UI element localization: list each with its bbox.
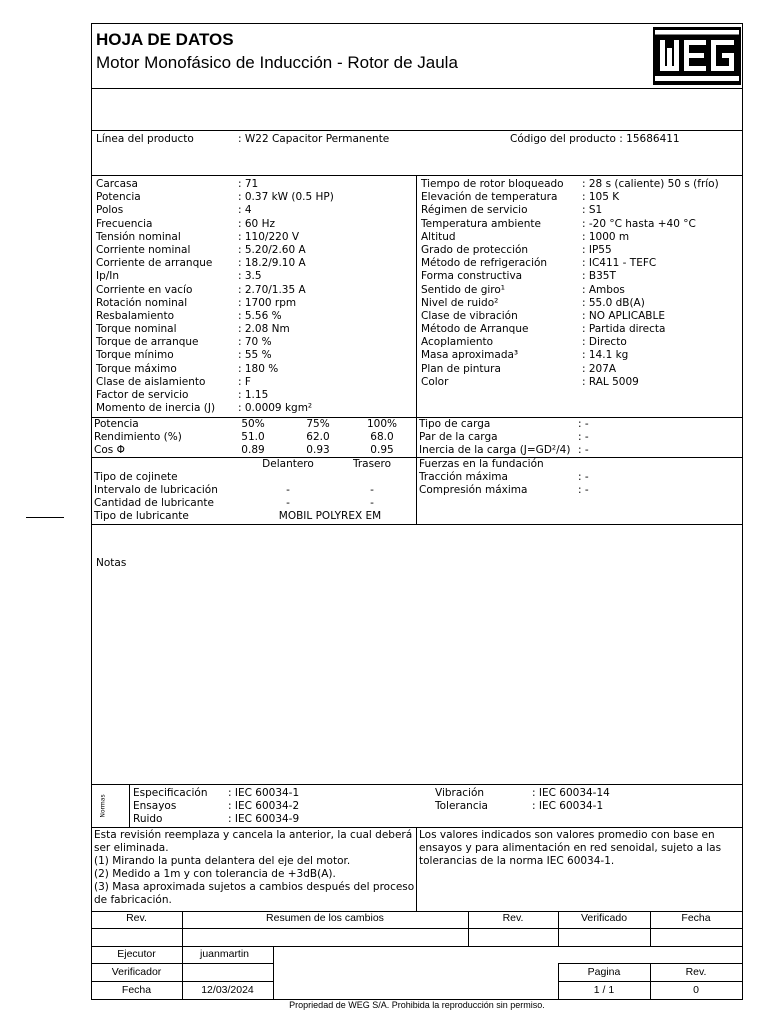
notes-label: Notas — [96, 557, 127, 569]
rev-value: 0 — [693, 984, 699, 996]
executor-value: juanmartin — [200, 948, 250, 960]
norms-side-label: Normas — [99, 794, 107, 818]
specs-left-labels: Carcasa Potencia Polos Frecuencia Tensión nominal Corriente nominal Corriente de arranque Ip/In Corriente en vacío Rotación nominal Resbalamiento Torque nominal Torque de arranque Torque mínimo Torque máximo Clase de aislamiento Factor de servicio Momento de inercia (J) — [96, 178, 216, 415]
margin-mark — [26, 517, 64, 518]
efficiency-75: 62.0 — [306, 431, 330, 443]
revision-summary-header: Resumen de los cambios — [266, 912, 384, 924]
norms-left-values: : IEC 60034-1 : IEC 60034-2 : IEC 60034-9 — [228, 787, 300, 825]
executor-label: Ejecutor — [117, 948, 156, 960]
product-line-label: Línea del producto — [96, 133, 194, 145]
load-header-50: 50% — [241, 418, 265, 430]
max-compression-value: : - — [578, 484, 589, 496]
signoff-date-label: Fecha — [121, 984, 152, 996]
lube-amount-front: - — [286, 497, 290, 509]
norms-right-values: : IEC 60034-14 : IEC 60034-1 — [532, 787, 610, 812]
foundation-title: Fuerzas en la fundación — [419, 458, 544, 470]
efficiency-100: 68.0 — [370, 431, 394, 443]
revision-rev-header: Rev. — [126, 912, 147, 924]
signoff-date-value: 12/03/2024 — [201, 984, 254, 996]
lube-type-value: MOBIL POLYREX EM — [278, 510, 382, 522]
load-header-100: 100% — [366, 418, 398, 430]
product-line-value: : W22 Capacitor Permanente — [238, 133, 390, 145]
revision-rev2-header: Rev. — [502, 912, 524, 924]
lube-interval-rear: - — [370, 484, 374, 496]
bearing-rear-header: Trasero — [352, 458, 392, 470]
page-label: Pagina — [587, 966, 621, 978]
product-code: Código del producto : 15686411 — [510, 133, 680, 145]
cosphi-75: 0.93 — [306, 444, 330, 456]
revision-date-header: Fecha — [681, 912, 711, 924]
bearing-type-label: Tipo de cojinete — [94, 471, 178, 483]
footer-notice: Propriedad de WEG S/A. Prohibida la reproducción sin permiso. — [289, 1000, 545, 1010]
load-header-75: 75% — [306, 418, 330, 430]
max-traction-value: : - — [578, 471, 589, 483]
max-compression-label: Compresión máxima — [419, 484, 528, 496]
norms-right-labels: Vibración Tolerancia — [435, 787, 488, 812]
load-header-label: Potencia — [94, 418, 139, 430]
lube-type-label: Tipo de lubricante — [94, 510, 189, 522]
max-traction-label: Tracción máxima — [419, 471, 508, 483]
verifier-label: Verificador — [111, 966, 162, 978]
norms-left-labels: Especificación Ensayos Ruido — [133, 787, 208, 825]
specs-left-values: : 71 : 0.37 kW (0.5 HP) : 4 : 60 Hz : 110/220 V : 5.20/2.60 A : 18.2/9.10 A : 3.5 : 2.70/1.35 A : 1700 rpm : 5.56 % : 2.08 Nm : 70 % : 55 % : 180 % : F : 1.15 : 0.0009 kgm² — [238, 178, 334, 415]
lube-amount-label: Cantidad de lubricante — [94, 497, 214, 509]
revision-verified-header: Verificado — [580, 912, 628, 924]
cosphi-100: 0.95 — [370, 444, 394, 456]
cosphi-label: Cos Φ — [94, 444, 125, 456]
efficiency-label: Rendimiento (%) — [94, 431, 182, 443]
specs-right-labels: Tiempo de rotor bloqueado Elevación de temperatura Régimen de servicio Temperatura ambiente Altitud Grado de protección Método de refrigeración Forma constructiva Sentido de giro¹ Nivel de ruido² Clase de vibración Método de Arranque Acoplamiento Masa aproximada³ Plan de pintura Color — [421, 178, 564, 388]
lube-amount-rear: - — [370, 497, 374, 509]
lube-interval-front: - — [286, 484, 290, 496]
weg-logo — [653, 27, 741, 85]
load-right-values: : - : - : - — [578, 418, 589, 456]
document-subtitle: Motor Monofásico de Inducción - Rotor de Jaula — [96, 53, 458, 72]
specs-right-values: : 28 s (caliente) 50 s (frío) : 105 K : S1 : -20 °C hasta +40 °C : 1000 m : IP55 : IC411 - TEFC : B35T : Ambos : 55.0 dB(A) : NO APLICABLE : Partida directa : Directo : 14.1 kg : 207A : RAL 5009 — [582, 178, 719, 388]
bearing-front-header: Delantero — [262, 458, 314, 470]
cosphi-50: 0.89 — [241, 444, 265, 456]
page-value: 1 / 1 — [593, 984, 615, 996]
lube-interval-label: Intervalo de lubricación — [94, 484, 218, 496]
rev-label: Rev. — [685, 966, 707, 978]
remarks-right: Los valores indicados son valores promedio con base en ensayos y para alimentación en red senoidal, sujeto a las tolerancias de la norma IEC 60034-1. — [419, 829, 722, 867]
load-right-labels: Tipo de carga Par de la carga Inercia de la carga (J=GD²/4) — [419, 418, 571, 456]
document-title: HOJA DE DATOS — [96, 30, 234, 49]
efficiency-50: 51.0 — [241, 431, 265, 443]
remarks-left: Esta revisión reemplaza y cancela la anterior, la cual deberá ser eliminada. (1) Mirando la punta delantera del eje del motor. (2) Medido a 1m y con tolerancia de +3dB(A). (3) Masa aproximada sujetos a cambios después del proceso de fabricación. — [94, 829, 415, 906]
